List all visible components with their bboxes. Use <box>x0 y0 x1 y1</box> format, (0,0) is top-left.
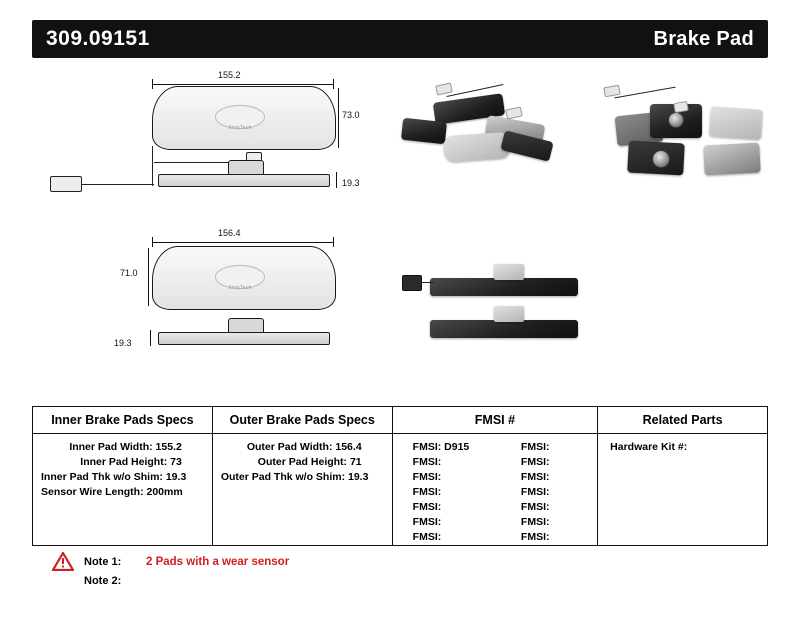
notes-section <box>52 552 552 590</box>
inner-spec-sensor-length: Sensor Wire Length: 200mm <box>41 486 183 498</box>
fmsi-entry: FMSI: <box>412 531 442 543</box>
sensor-wire-segment-2 <box>152 146 155 186</box>
outer-pad-edge-view <box>158 332 330 345</box>
photo-connector-a2 <box>505 106 523 119</box>
product-photo-rear-set <box>592 82 782 192</box>
photo-edge-pad-2 <box>430 320 578 338</box>
product-photo-edge-pair <box>402 256 602 356</box>
fmsi-grid <box>401 440 590 545</box>
cell-outer-specs <box>213 434 393 546</box>
dim-inner-pad-height: 73.0 <box>342 110 360 120</box>
fmsi-entry: FMSI: <box>520 486 550 498</box>
pad-logo-text: StopTech <box>228 125 252 131</box>
fmsi-entry: FMSI: <box>412 471 442 483</box>
inner-spec-height: Inner Pad Height: 73 <box>80 456 182 468</box>
photo-edge-pad-1 <box>430 278 578 296</box>
photo-pad-hole-2 <box>668 112 684 128</box>
header-fmsi: FMSI # <box>393 407 599 433</box>
sensor-connector-plug <box>50 176 82 192</box>
note-2-row <box>52 571 552 590</box>
sensor-wire-segment-1 <box>78 184 154 185</box>
header-inner-specs: Inner Brake Pads Specs <box>33 407 213 433</box>
photo-edge-connector <box>402 275 422 291</box>
fmsi-entry: FMSI: <box>520 516 550 528</box>
table-body-row <box>33 434 767 546</box>
note-1-row <box>52 552 552 571</box>
fmsi-entry: FMSI: <box>520 501 550 513</box>
hardware-kit-entry: Hardware Kit #: <box>610 441 688 453</box>
outer-brake-pad-outline <box>152 246 336 310</box>
product-type: Brake Pad <box>653 27 754 50</box>
note-1-label: Note 1: <box>84 555 122 568</box>
fmsi-column-right <box>495 440 589 545</box>
photo-pad-a3 <box>401 118 447 144</box>
inner-spec-thickness: Inner Pad Thk w/o Shim: 19.3 <box>41 471 187 483</box>
photo-sensor-wire-b <box>614 87 675 99</box>
part-number: 309.09151 <box>46 27 150 50</box>
dim-tick-right-2 <box>333 237 334 247</box>
note-1-value: 2 Pads with a wear sensor <box>146 555 290 568</box>
photo-edge-tab-2 <box>494 306 524 322</box>
fmsi-entry: FMSI: <box>412 501 442 513</box>
document-header <box>32 20 768 58</box>
dim-line-outer-height <box>148 248 149 306</box>
specifications-table <box>32 406 768 546</box>
dim-outer-pad-thickness: 19.3 <box>114 338 132 348</box>
fmsi-entry: FMSI: <box>412 456 442 468</box>
outer-spec-thickness: Outer Pad Thk w/o Shim: 19.3 <box>220 471 369 483</box>
dim-inner-pad-thickness: 19.3 <box>342 178 360 188</box>
dim-line-outer-thickness <box>150 330 151 346</box>
table-header-row <box>33 407 767 434</box>
pad-logo-text-2: StopTech <box>228 285 252 291</box>
dim-line-inner-height <box>338 88 339 148</box>
dim-outer-pad-height: 71.0 <box>120 268 138 278</box>
photo-edge-tab-1 <box>494 264 524 280</box>
dim-outer-pad-width: 156.4 <box>218 228 241 238</box>
cell-related-parts <box>598 434 767 546</box>
fmsi-entry: FMSI: <box>412 486 442 498</box>
technical-drawing-area <box>32 66 768 396</box>
photo-pad-b5 <box>703 143 760 176</box>
dim-line-inner-width <box>152 84 334 85</box>
fmsi-entry: FMSI: D915 <box>412 441 470 453</box>
fmsi-entry: FMSI: <box>520 456 550 468</box>
fmsi-entry: FMSI: <box>520 471 550 483</box>
dim-line-inner-thickness <box>336 172 337 188</box>
fmsi-entry: FMSI: <box>520 531 550 543</box>
dim-tick-left <box>152 79 153 89</box>
header-outer-specs: Outer Brake Pads Specs <box>213 407 393 433</box>
fmsi-entry: FMSI: <box>412 516 442 528</box>
outer-spec-width: Outer Pad Width: 156.4 <box>246 441 362 453</box>
warning-icon <box>52 552 74 571</box>
header-related-parts: Related Parts <box>642 413 723 427</box>
outer-spec-height: Outer Pad Height: 71 <box>257 456 362 468</box>
photo-pad-a5 <box>500 130 553 162</box>
dim-line-outer-width <box>152 242 334 243</box>
photo-connector-b <box>603 85 620 98</box>
product-photo-front-set <box>394 82 564 192</box>
inner-spec-width: Inner Pad Width: 155.2 <box>69 441 182 453</box>
dim-tick-left-2 <box>152 237 153 247</box>
fmsi-column-left <box>401 440 495 545</box>
photo-connector-a <box>435 82 453 95</box>
photo-pad-b3 <box>709 106 763 140</box>
dim-tick-right <box>333 79 334 89</box>
dim-inner-pad-width: 155.2 <box>218 70 241 80</box>
cell-inner-specs <box>33 434 213 546</box>
inner-brake-pad-outline <box>152 86 336 150</box>
fmsi-entry: FMSI: <box>520 441 550 453</box>
photo-pad-hole-1 <box>652 150 670 168</box>
inner-pad-edge-view <box>158 174 330 187</box>
note-2-label: Note 2: <box>84 574 122 587</box>
cell-fmsi <box>393 434 599 546</box>
